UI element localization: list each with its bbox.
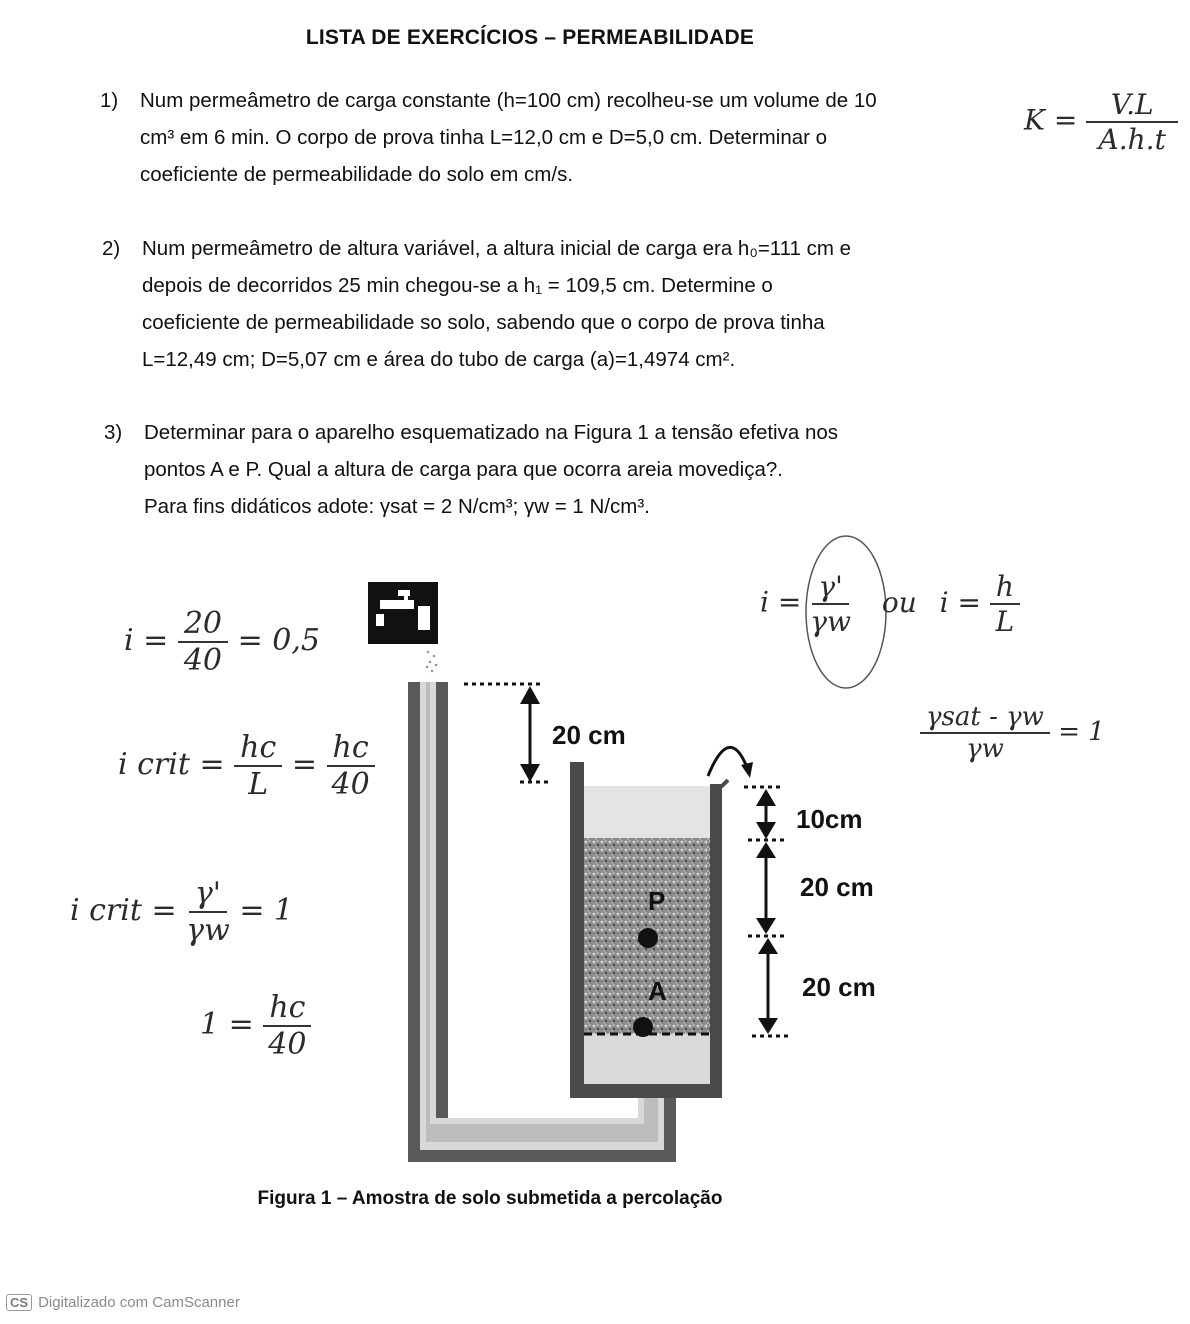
question-line: Num permeâmetro de altura variável, a altura inicial de carga era h₀=111 cm e <box>142 237 852 260</box>
question-number: 1) <box>100 89 119 112</box>
handwritten-one-equals: 1 = $\frac{hc}{40}$ <box>200 990 311 1062</box>
faucet-icon <box>368 582 438 672</box>
question-number: 3) <box>104 421 123 444</box>
handwritten-i-calc: i = $\frac{20}{40}$ = 0,5 <box>124 606 320 678</box>
overflow-arrow <box>708 747 748 776</box>
head-label: 20 cm <box>552 720 626 750</box>
question-line: coeficiente de permeabilidade do solo em cm/s. <box>140 163 574 186</box>
question-line: pontos A e P. Qual a altura de carga para que ocorra areia movediça?. <box>144 458 783 481</box>
scanner-watermark <box>6 1294 240 1311</box>
question-line: Para fins didáticos adote: γsat = 2 N/cm³; γw = 1 N/cm³. <box>144 495 650 518</box>
question-line: L=12,49 cm; D=5,07 cm e área do tubo de carga (a)=1,4974 cm². <box>142 348 736 371</box>
camscanner-logo: CS <box>6 1294 32 1311</box>
point-a-label: A <box>648 976 667 1006</box>
handwritten-icrit-gamma: i crit = $\frac{\gamma'}{\gamma w}$ = 1 <box>70 876 294 948</box>
question-line: Num permeâmetro de carga constante (h=100 cm) recolheu-se um volume de 10 <box>140 89 877 112</box>
handwritten-k-formula: K = $\frac{V.L}{A.h.t}$ <box>1024 88 1178 156</box>
water-layer-label: 10cm <box>796 804 863 834</box>
handwritten-gamma-sat: $\frac{\text{γsat - γw}}{\gamma w}$ = 1 <box>920 702 1105 764</box>
point-p-label: P <box>648 886 666 916</box>
figure-caption: Figura 1 – Amostra de solo submetida a percolação <box>257 1188 723 1209</box>
question-line: coeficiente de permeabilidade so solo, sabendo que o corpo de prova tinha <box>142 311 825 334</box>
question-line: Determinar para o aparelho esquematizado na Figura 1 a tensão efetiva nos <box>144 421 839 444</box>
point-a-marker <box>633 1017 653 1037</box>
point-p-marker <box>638 928 658 948</box>
soil-upper-label: 20 cm <box>800 872 874 902</box>
handwritten-icrit-hc: i crit = $\frac{hc}{L}$ = $\frac{hc}{40}$ <box>118 730 375 802</box>
soil-lower-label: 20 cm <box>802 972 876 1002</box>
question-line: depois de decorridos 25 min chegou-se a h₁ = 109,5 cm. Determine o <box>142 274 773 297</box>
water-layer <box>584 786 710 838</box>
head-dimension <box>464 684 552 782</box>
question-line: cm³ em 6 min. O corpo de prova tinha L=12,0 cm e D=5,0 cm. Determinar o <box>140 126 828 149</box>
right-dimensions <box>744 787 788 1036</box>
page-title: LISTA DE EXERCÍCIOS – PERMEABILIDADE <box>305 26 755 49</box>
scanner-text: Digitalizado com CamScanner <box>38 1294 240 1311</box>
handwritten-top-right: i = $\frac{\gamma'}{\gamma w}$ ou i = $\frac{h}{L}$ <box>760 570 1020 638</box>
question-number: 2) <box>102 237 121 260</box>
